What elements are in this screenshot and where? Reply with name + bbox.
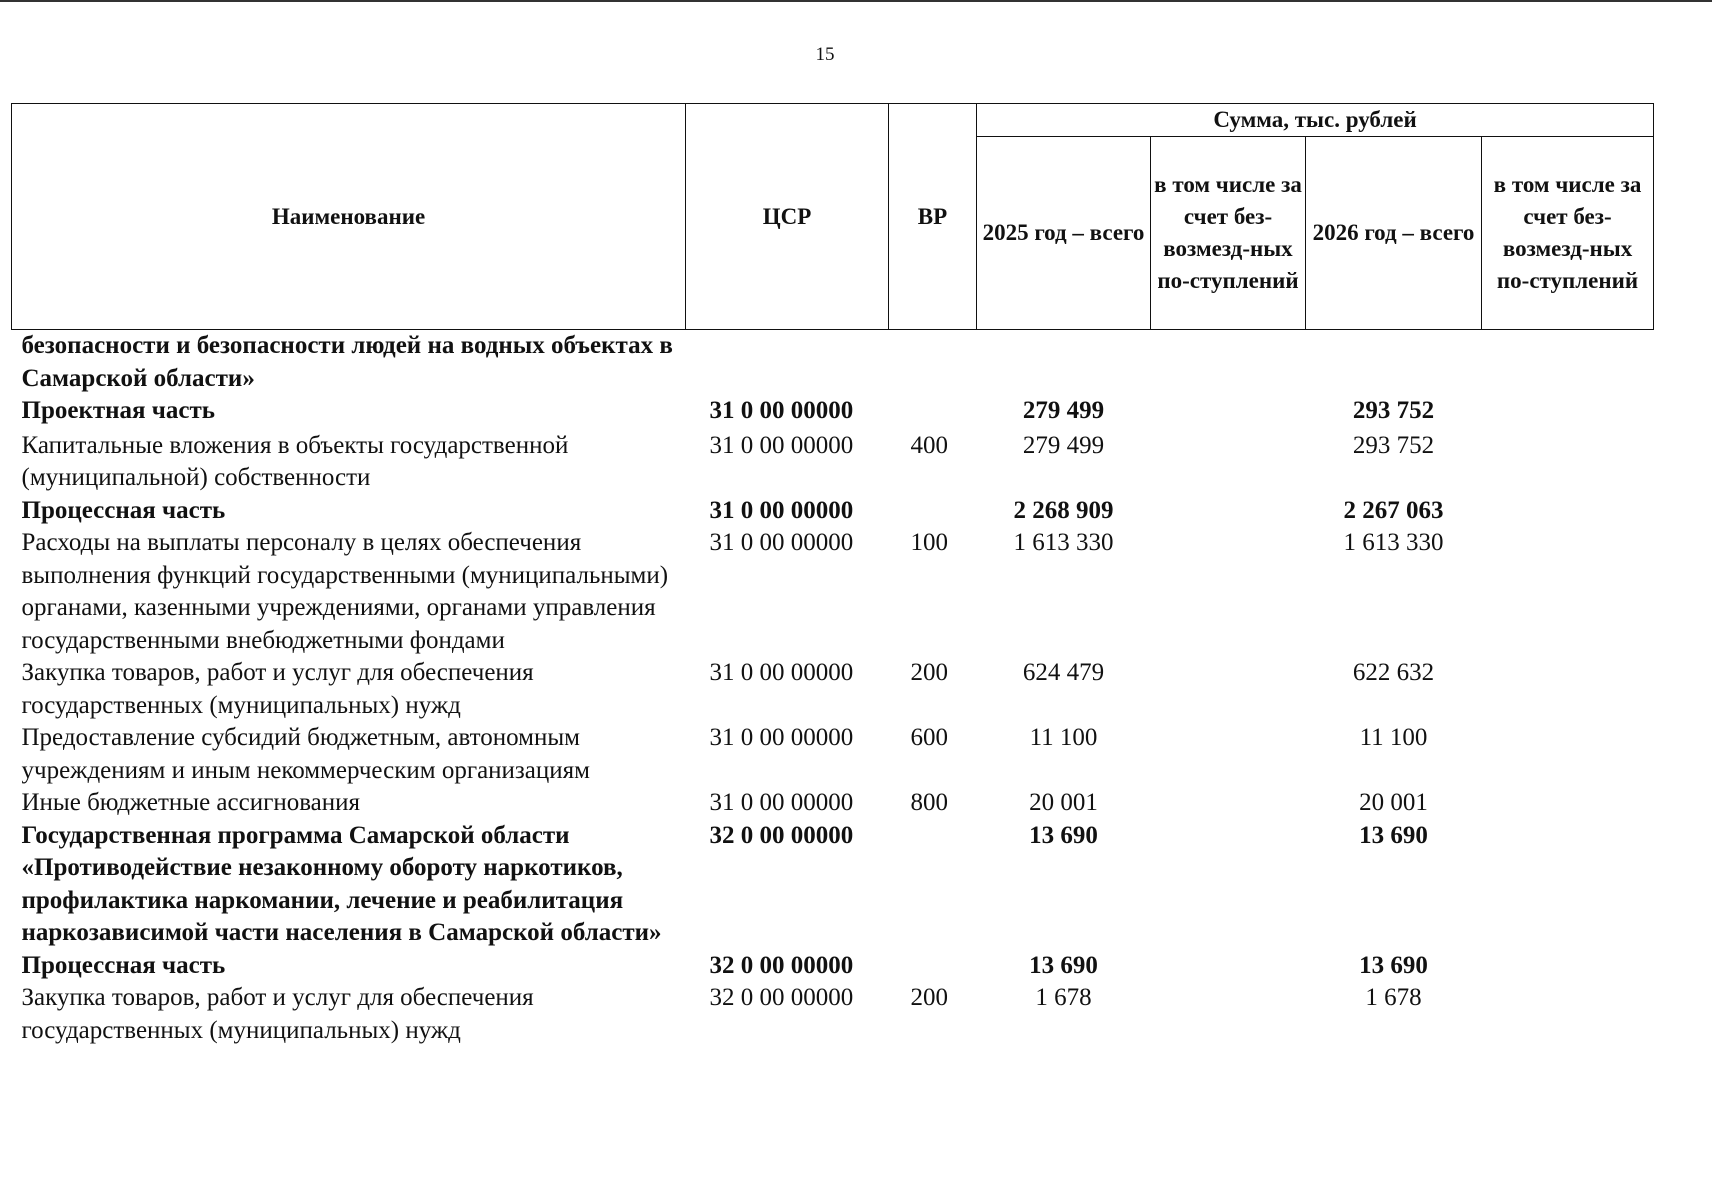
cell-csr: 31 0 00 00000 xyxy=(709,529,854,556)
cell-2026-total: 20 001 xyxy=(1359,789,1428,816)
cell-vr xyxy=(889,495,977,528)
cell-name: Расходы на выплаты персоналу в целях обеспечения выполнения функций государственными (муниципальными) органами, казенными учреждениями, органами управления государственными внебюджетными фондами xyxy=(21,529,669,654)
table-row xyxy=(12,395,1654,428)
cell-csr: 32 0 00 00000 xyxy=(709,984,854,1011)
table-row xyxy=(12,495,1654,528)
table-row xyxy=(12,527,1654,657)
top-rule xyxy=(0,0,1712,2)
cell-2025-free xyxy=(1151,428,1306,495)
cell-vr: 200 xyxy=(910,659,948,686)
header-2025-free: в том числе за счет без-возмезд-ных по-ступлений xyxy=(1151,137,1306,330)
cell-vr: 200 xyxy=(910,984,948,1011)
table-row xyxy=(12,982,1654,1047)
cell-vr xyxy=(889,395,977,428)
budget-table xyxy=(11,103,1654,1047)
cell-csr: 32 0 00 00000 xyxy=(709,821,854,849)
cell-2026-free xyxy=(1482,395,1654,428)
cell-2026-total: 13 690 xyxy=(1359,951,1428,979)
header-vr: ВР xyxy=(889,104,977,330)
cell-2025-free xyxy=(1151,330,1306,396)
cell-name: Закупка товаров, работ и услуг для обеспечения государственных (муниципальных) нужд xyxy=(21,659,534,719)
cell-name: Государственная программа Самарской области «Противодействие незаконному обороту наркотиков, профилактика наркомании, лечение и реабилитация наркозависимой части населения в Самарской области» xyxy=(21,821,662,946)
header-name: Наименование xyxy=(12,104,686,330)
cell-2025-free xyxy=(1151,787,1306,820)
cell-2026-free xyxy=(1482,950,1654,983)
cell-vr: 800 xyxy=(910,789,948,816)
cell-2026-total: 1 613 330 xyxy=(1343,529,1444,556)
page-number: 15 xyxy=(815,44,835,65)
cell-2025-total xyxy=(977,330,1151,396)
cell-2025-free xyxy=(1151,527,1306,657)
cell-2025-total: 624 479 xyxy=(1022,659,1105,686)
cell-2026-free xyxy=(1482,722,1654,787)
cell-csr: 31 0 00 00000 xyxy=(709,431,854,459)
cell-name: безопасности и безопасности людей на водных объектах в Самарской области» xyxy=(21,332,673,392)
cell-2025-total: 13 690 xyxy=(1029,951,1098,979)
cell-2026-total: 11 100 xyxy=(1359,724,1428,751)
table-row xyxy=(12,722,1654,787)
cell-vr: 600 xyxy=(910,724,948,751)
cell-csr: 31 0 00 00000 xyxy=(709,496,854,524)
cell-2025-total: 2 268 909 xyxy=(1013,496,1114,524)
table-row xyxy=(12,950,1654,983)
header-2025-total: 2025 год – всего xyxy=(977,137,1151,330)
table-header xyxy=(12,104,1654,330)
cell-2026-free xyxy=(1482,330,1654,396)
header-2026-total: 2026 год – всего xyxy=(1306,137,1482,330)
table-row xyxy=(12,657,1654,722)
cell-2026-total: 293 752 xyxy=(1352,431,1435,459)
table-row xyxy=(12,428,1654,495)
cell-name: Предоставление субсидий бюджетным, автономным учреждениям и иным некоммерческим организациям xyxy=(21,724,590,784)
cell-2026-total: 2 267 063 xyxy=(1343,496,1444,524)
cell-2025-free xyxy=(1151,820,1306,950)
cell-vr xyxy=(889,330,977,396)
table-body xyxy=(12,330,1654,1048)
cell-2025-total: 279 499 xyxy=(1022,397,1105,424)
table-row xyxy=(12,820,1654,950)
cell-2025-free xyxy=(1151,982,1306,1047)
cell-2025-total: 11 100 xyxy=(1029,724,1098,751)
cell-2026-free xyxy=(1482,495,1654,528)
cell-2026-free xyxy=(1482,982,1654,1047)
header-csr: ЦСР xyxy=(686,104,889,330)
cell-2026-total: 13 690 xyxy=(1359,821,1428,849)
cell-name: Процессная часть xyxy=(21,951,226,979)
cell-2026-total xyxy=(1306,330,1482,396)
cell-2026-total: 1 678 xyxy=(1365,984,1422,1011)
cell-2025-free xyxy=(1151,722,1306,787)
cell-2026-free xyxy=(1482,657,1654,722)
cell-vr: 100 xyxy=(910,529,948,556)
cell-2026-free xyxy=(1482,428,1654,495)
cell-2026-free xyxy=(1482,527,1654,657)
table-row xyxy=(12,787,1654,820)
cell-name: Капитальные вложения в объекты государственной (муниципальной) собственности xyxy=(21,431,569,491)
cell-2025-total: 1 613 330 xyxy=(1013,529,1114,556)
table-row xyxy=(12,330,1654,396)
cell-2026-free xyxy=(1482,787,1654,820)
cell-csr: 31 0 00 00000 xyxy=(709,724,854,751)
cell-2026-free xyxy=(1482,820,1654,950)
header-2026-free: в том числе за счет без-возмезд-ных по-ступлений xyxy=(1482,137,1654,330)
cell-vr xyxy=(889,820,977,950)
cell-2025-total: 20 001 xyxy=(1029,789,1098,816)
cell-csr: 31 0 00 00000 xyxy=(709,789,854,816)
cell-2025-free xyxy=(1151,495,1306,528)
cell-name: Проектная часть xyxy=(21,397,216,424)
cell-name: Закупка товаров, работ и услуг для обеспечения государственных (муниципальных) нужд xyxy=(21,984,534,1044)
cell-vr: 400 xyxy=(910,431,948,459)
cell-name: Процессная часть xyxy=(21,496,226,524)
cell-csr xyxy=(686,330,889,396)
cell-vr xyxy=(889,950,977,983)
cell-2026-total: 622 632 xyxy=(1352,659,1435,686)
cell-2025-free xyxy=(1151,395,1306,428)
cell-csr: 32 0 00 00000 xyxy=(709,951,854,979)
cell-2025-total: 1 678 xyxy=(1035,984,1092,1011)
cell-2025-total: 279 499 xyxy=(1022,431,1105,459)
cell-2025-free xyxy=(1151,657,1306,722)
cell-csr: 31 0 00 00000 xyxy=(709,397,854,424)
cell-csr: 31 0 00 00000 xyxy=(709,659,854,686)
header-sum-group: Сумма, тыс. рублей xyxy=(977,104,1654,137)
cell-2025-free xyxy=(1151,950,1306,983)
cell-2026-total: 293 752 xyxy=(1352,397,1435,424)
cell-2025-total: 13 690 xyxy=(1029,821,1098,849)
cell-name: Иные бюджетные ассигнования xyxy=(21,789,361,816)
